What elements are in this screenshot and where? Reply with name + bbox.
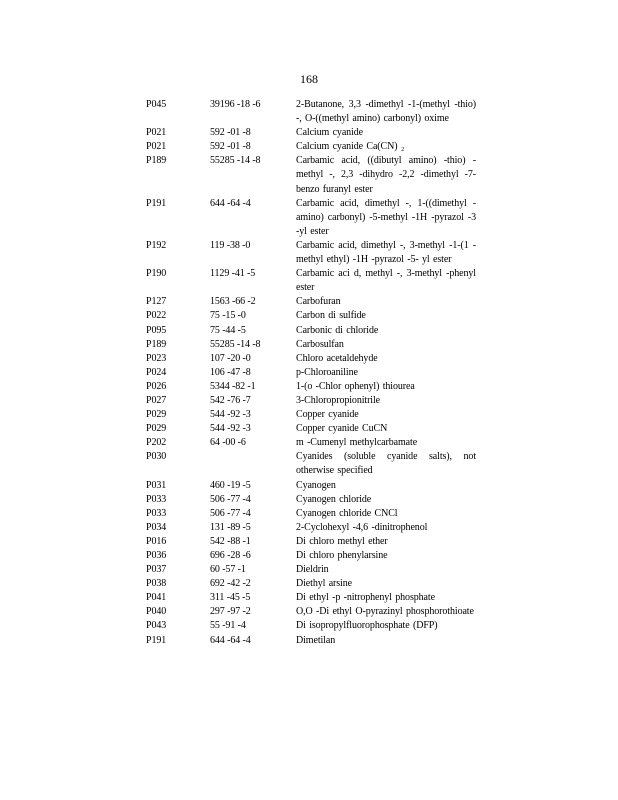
waste-code: P037: [146, 564, 167, 576]
cas-number: 311 -45 -5: [210, 592, 251, 604]
substance-name: 3-Chloropropionitrile: [296, 394, 380, 406]
waste-code: P040: [146, 606, 167, 618]
cas-number: 644 -64 -4: [210, 197, 251, 209]
cas-number: 644 -64 -4: [210, 634, 251, 646]
table-row: [146, 366, 486, 380]
table-row: [146, 436, 486, 450]
table-row: [146, 479, 486, 493]
table-row: [146, 605, 486, 619]
waste-code: P045: [146, 99, 167, 110]
page-number: 168: [300, 72, 318, 86]
waste-code: P030: [146, 451, 167, 463]
waste-code: P192: [146, 239, 167, 251]
waste-code: P027: [146, 394, 167, 406]
waste-code: P029: [146, 409, 167, 421]
cas-number: 55285 -14 -8: [210, 338, 261, 350]
cas-number: 506 -77 -4: [210, 493, 251, 505]
waste-code: P021: [146, 141, 167, 153]
substance-name: Carbamic aci d, methyl -, 3-methyl -phenyl ester: [296, 268, 476, 294]
waste-code: P033: [146, 507, 167, 519]
table-row: [146, 295, 486, 309]
cas-number: 55285 -14 -8: [210, 155, 261, 167]
substance-name: Copper cyanide: [296, 409, 359, 421]
table-row: [146, 154, 486, 196]
waste-code: P023: [146, 352, 167, 364]
waste-code: P191: [146, 634, 167, 646]
substance-name: Calcium cyanide: [296, 127, 363, 139]
cas-number: 75 -44 -5: [210, 324, 246, 336]
cas-number: 1129 -41 -5: [210, 268, 256, 280]
cas-number: 39196 -18 -6: [210, 99, 261, 110]
substance-name: 1-(o -Chlor ophenyl) thiourea: [296, 380, 415, 392]
cas-number: 506 -77 -4: [210, 507, 251, 519]
waste-code: P041: [146, 592, 167, 604]
table-row: [146, 493, 486, 507]
hazardous-waste-table: [146, 98, 486, 648]
waste-code: P190: [146, 268, 167, 280]
cas-number: 106 -47 -8: [210, 366, 251, 378]
waste-code: P038: [146, 578, 167, 590]
substance-name: Carbon di sulfide: [296, 310, 366, 322]
waste-code: P033: [146, 493, 167, 505]
cas-number: 55 -91 -4: [210, 620, 246, 632]
table-row: [146, 619, 486, 633]
substance-name: Calcium cyanide Ca(CN) ₂: [296, 141, 405, 153]
table-row: [146, 521, 486, 535]
table-row: [146, 549, 486, 563]
cas-number: 1563 -66 -2: [210, 296, 256, 308]
table-row: [146, 338, 486, 352]
substance-name: Di chloro phenylarsine: [296, 550, 388, 561]
substance-name: O,O -Di ethyl O-pyrazinyl phosphorothioate: [296, 606, 474, 618]
waste-code: P189: [146, 155, 167, 167]
substance-name: Carbofuran: [296, 296, 341, 308]
cas-number: 592 -01 -8: [210, 127, 251, 139]
substance-name: Carbonic di chloride: [296, 324, 379, 336]
substance-name: Chloro acetaldehyde: [296, 352, 378, 364]
cas-number: 460 -19 -5: [210, 479, 251, 491]
cas-number: 542 -88 -1: [210, 535, 251, 547]
substance-name: Cyanogen chloride: [296, 493, 372, 505]
substance-name: Carbamic acid, dimethyl -, 1-((dimethyl -amino) carbonyl) -5-methyl -1H -pyrazol -3 -yl ester: [296, 197, 476, 237]
table-row: [146, 408, 486, 422]
substance-name: Di ethyl -p -nitrophenyl phosphate: [296, 592, 435, 604]
cas-number: 5344 -82 -1: [210, 380, 256, 392]
waste-code: P024: [146, 366, 167, 378]
table-row: [146, 577, 486, 591]
cas-number: 692 -42 -2: [210, 578, 251, 590]
table-row: [146, 394, 486, 408]
table-row: [146, 324, 486, 338]
cas-number: 131 -89 -5: [210, 521, 251, 533]
substance-name: Diethyl arsine: [296, 578, 352, 590]
table-row: [146, 126, 486, 140]
table-row: [146, 352, 486, 366]
table-row: [146, 450, 486, 478]
cas-number: 60 -57 -1: [210, 564, 246, 576]
substance-name: 2-Cyclohexyl -4,6 -dinitrophenol: [296, 521, 428, 533]
waste-code: P026: [146, 380, 167, 392]
table-row: [146, 140, 486, 154]
substance-name: Carbamic acid, ((dibutyl amino) -thio) -methyl -, 2,3 -dihydro -2,2 -dimethyl -7-benzo furanyl ester: [296, 155, 476, 195]
substance-name: 2-Butanone, 3,3 -dimethyl -1-(methyl -thio) -, O-((methyl amino) carbonyl) oxime: [296, 99, 476, 125]
waste-code: P036: [146, 550, 167, 561]
waste-code: P034: [146, 521, 167, 533]
cas-number: 542 -76 -7: [210, 394, 251, 406]
waste-code: P022: [146, 310, 167, 322]
substance-name: Cyanogen: [296, 479, 336, 491]
substance-name: Dimetilan: [296, 634, 336, 646]
substance-name: Carbosulfan: [296, 338, 344, 350]
cas-number: 544 -92 -3: [210, 423, 251, 435]
table-row: [146, 267, 486, 295]
substance-name: Di chloro methyl ether: [296, 535, 388, 547]
substance-name: Dieldrin: [296, 564, 329, 576]
table-row: [146, 239, 486, 267]
substance-name: p-Chloroaniline: [296, 366, 358, 378]
table-row: [146, 507, 486, 521]
waste-code: P189: [146, 338, 167, 350]
waste-code: P016: [146, 535, 167, 547]
cas-number: 297 -97 -2: [210, 606, 251, 618]
table-row: [146, 197, 486, 239]
table-row: [146, 380, 486, 394]
substance-name: m -Cumenyl methylcarbamate: [296, 437, 418, 449]
cas-number: 107 -20 -0: [210, 352, 251, 364]
waste-code: P029: [146, 423, 167, 435]
table-row: [146, 98, 486, 126]
substance-name: Cyanides (soluble cyanide salts), not otherwise specified: [296, 451, 476, 477]
waste-code: P043: [146, 620, 167, 632]
cas-number: 592 -01 -8: [210, 141, 251, 153]
substance-name: Cyanogen chloride CNCl: [296, 507, 398, 519]
waste-code: P095: [146, 324, 167, 336]
table-row: [146, 634, 486, 648]
waste-code: P021: [146, 127, 167, 139]
substance-name: Carbamic acid, dimethyl -, 3-methyl -1-(1 -methyl ethyl) -1H -pyrazol -5- yl ester: [296, 239, 476, 266]
substance-name: Di isopropylfluorophosphate (DFP): [296, 620, 438, 632]
table-row: [146, 591, 486, 605]
cas-number: 696 -28 -6: [210, 550, 251, 561]
cas-number: 75 -15 -0: [210, 310, 246, 322]
waste-code: P202: [146, 437, 167, 449]
waste-code: P031: [146, 479, 167, 491]
waste-code: P127: [146, 296, 167, 308]
waste-code: P191: [146, 197, 167, 209]
cas-number: 119 -38 -0: [210, 239, 251, 251]
cas-number: 64 -00 -6: [210, 437, 246, 449]
table-row: [146, 535, 486, 549]
table-row: [146, 563, 486, 577]
substance-name: Copper cyanide CuCN: [296, 423, 388, 435]
cas-number: 544 -92 -3: [210, 409, 251, 421]
table-row: [146, 422, 486, 436]
table-row: [146, 309, 486, 323]
